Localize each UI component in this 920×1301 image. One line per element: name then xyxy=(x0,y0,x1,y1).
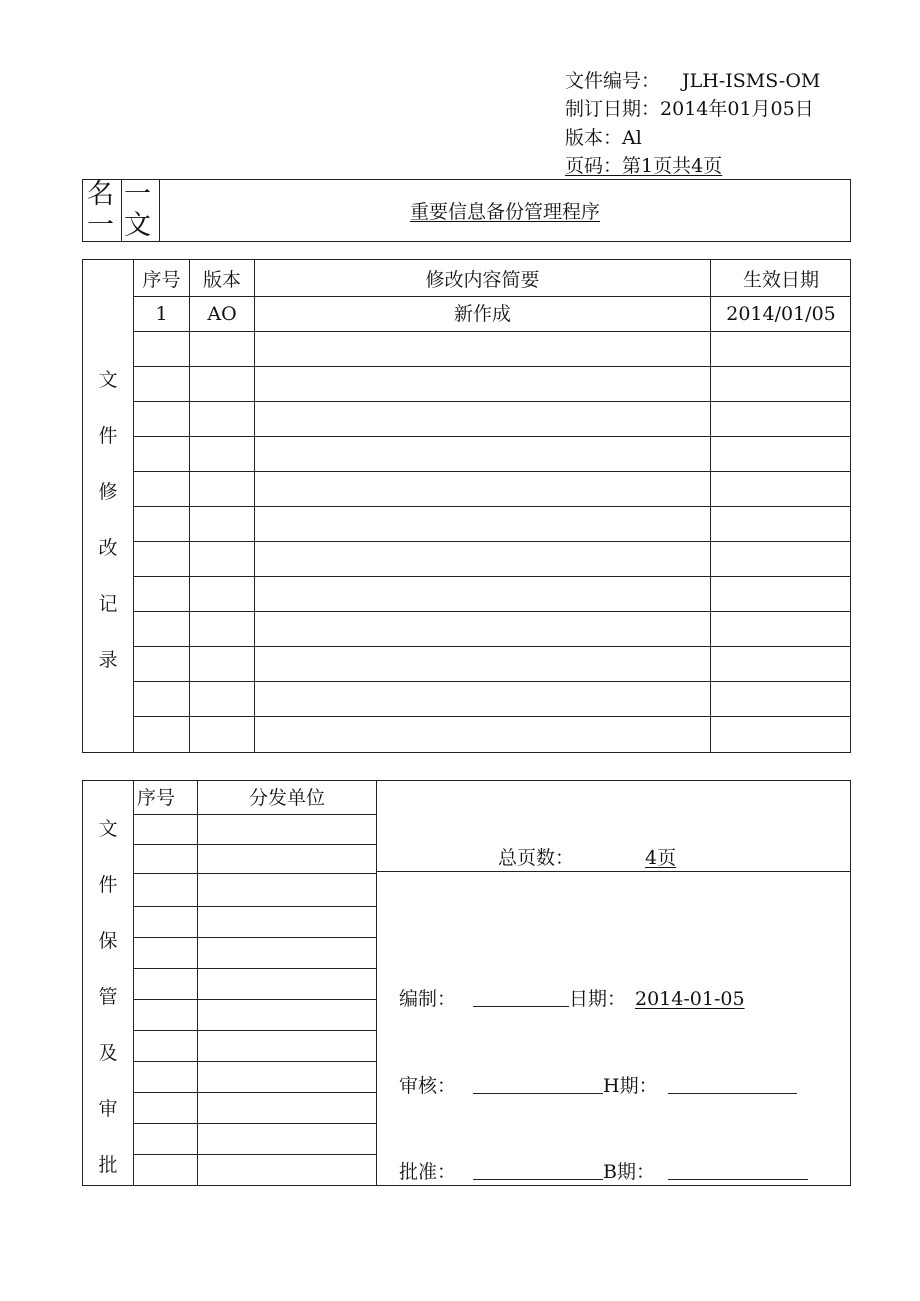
revision-side-label-char: 录 xyxy=(98,649,118,671)
issue-date-line xyxy=(565,97,814,121)
reviewed-by-blank xyxy=(473,1075,603,1094)
title-label-right: 一 文 xyxy=(124,179,151,241)
title-block xyxy=(82,179,851,242)
version-label: 版本： xyxy=(565,127,623,149)
compile-date-label: 日期： xyxy=(569,988,627,1010)
compiled-by-blank xyxy=(473,988,569,1007)
version-line xyxy=(565,126,642,150)
table-cell-seq: 1 xyxy=(155,303,168,325)
review-date-label: H期： xyxy=(603,1075,658,1097)
distribution-approval-table xyxy=(82,780,851,1186)
approve-date-label: B期： xyxy=(603,1161,655,1183)
column-header-seq: 序号 xyxy=(136,787,175,809)
total-pages-value: 4页 xyxy=(645,847,677,869)
revision-side-label-char: 修 xyxy=(98,481,118,503)
table-cell-effective-date: 2014/01/05 xyxy=(726,303,836,325)
revision-side-label-char: 文 xyxy=(98,369,118,391)
approval-side-label-char: 文 xyxy=(98,818,118,840)
approved-by-label: 批准： xyxy=(399,1161,457,1183)
column-header-distribution-unit: 分发单位 xyxy=(248,787,325,809)
reviewed-by-label: 审核： xyxy=(399,1075,457,1097)
approved-by-blank xyxy=(473,1161,603,1180)
page-number-value: 第1页共4页 xyxy=(622,155,723,177)
issue-date-label: 制订日期： xyxy=(565,98,661,120)
approval-side-label-char: 管 xyxy=(98,986,118,1008)
approval-side-label-char: 及 xyxy=(98,1042,118,1064)
doc-number-line xyxy=(565,69,820,93)
approve-date-blank xyxy=(668,1161,808,1180)
page-number-label: 页码： xyxy=(565,155,623,177)
table-cell-version: AO xyxy=(207,303,237,325)
approval-side-label-char: 件 xyxy=(98,874,118,896)
revision-side-label-char: 改 xyxy=(98,537,118,559)
page-number-line xyxy=(565,154,722,178)
column-header-effective-date: 生效日期 xyxy=(742,269,819,291)
review-date-blank xyxy=(668,1075,797,1094)
revision-side-label-char: 记 xyxy=(98,593,118,615)
doc-number-label: 文件编号： xyxy=(565,70,661,92)
column-header-version: 版本 xyxy=(202,269,241,291)
table-cell-summary: 新作成 xyxy=(453,303,511,325)
column-header-summary: 修改内容简要 xyxy=(425,269,540,291)
approval-side-label-char: 批 xyxy=(98,1154,118,1176)
compiled-by-label: 编制： xyxy=(399,988,457,1010)
revision-record-table xyxy=(82,259,851,753)
revision-side-label-char: 件 xyxy=(98,425,118,447)
version-value: Al xyxy=(622,127,642,149)
doc-number-value: JLH-ISMS-OM xyxy=(682,70,821,92)
document-title: 重要信息备份管理程序 xyxy=(409,201,600,223)
compile-date-value: 2014-01-05 xyxy=(635,988,745,1010)
approval-side-label-char: 审 xyxy=(98,1098,118,1120)
total-pages-label: 总页数： xyxy=(498,847,575,869)
title-label-left: 名 一 xyxy=(87,179,114,241)
column-header-seq: 序号 xyxy=(142,269,181,291)
issue-date-value: 2014年01月05日 xyxy=(660,98,814,120)
approval-side-label-char: 保 xyxy=(98,930,118,952)
